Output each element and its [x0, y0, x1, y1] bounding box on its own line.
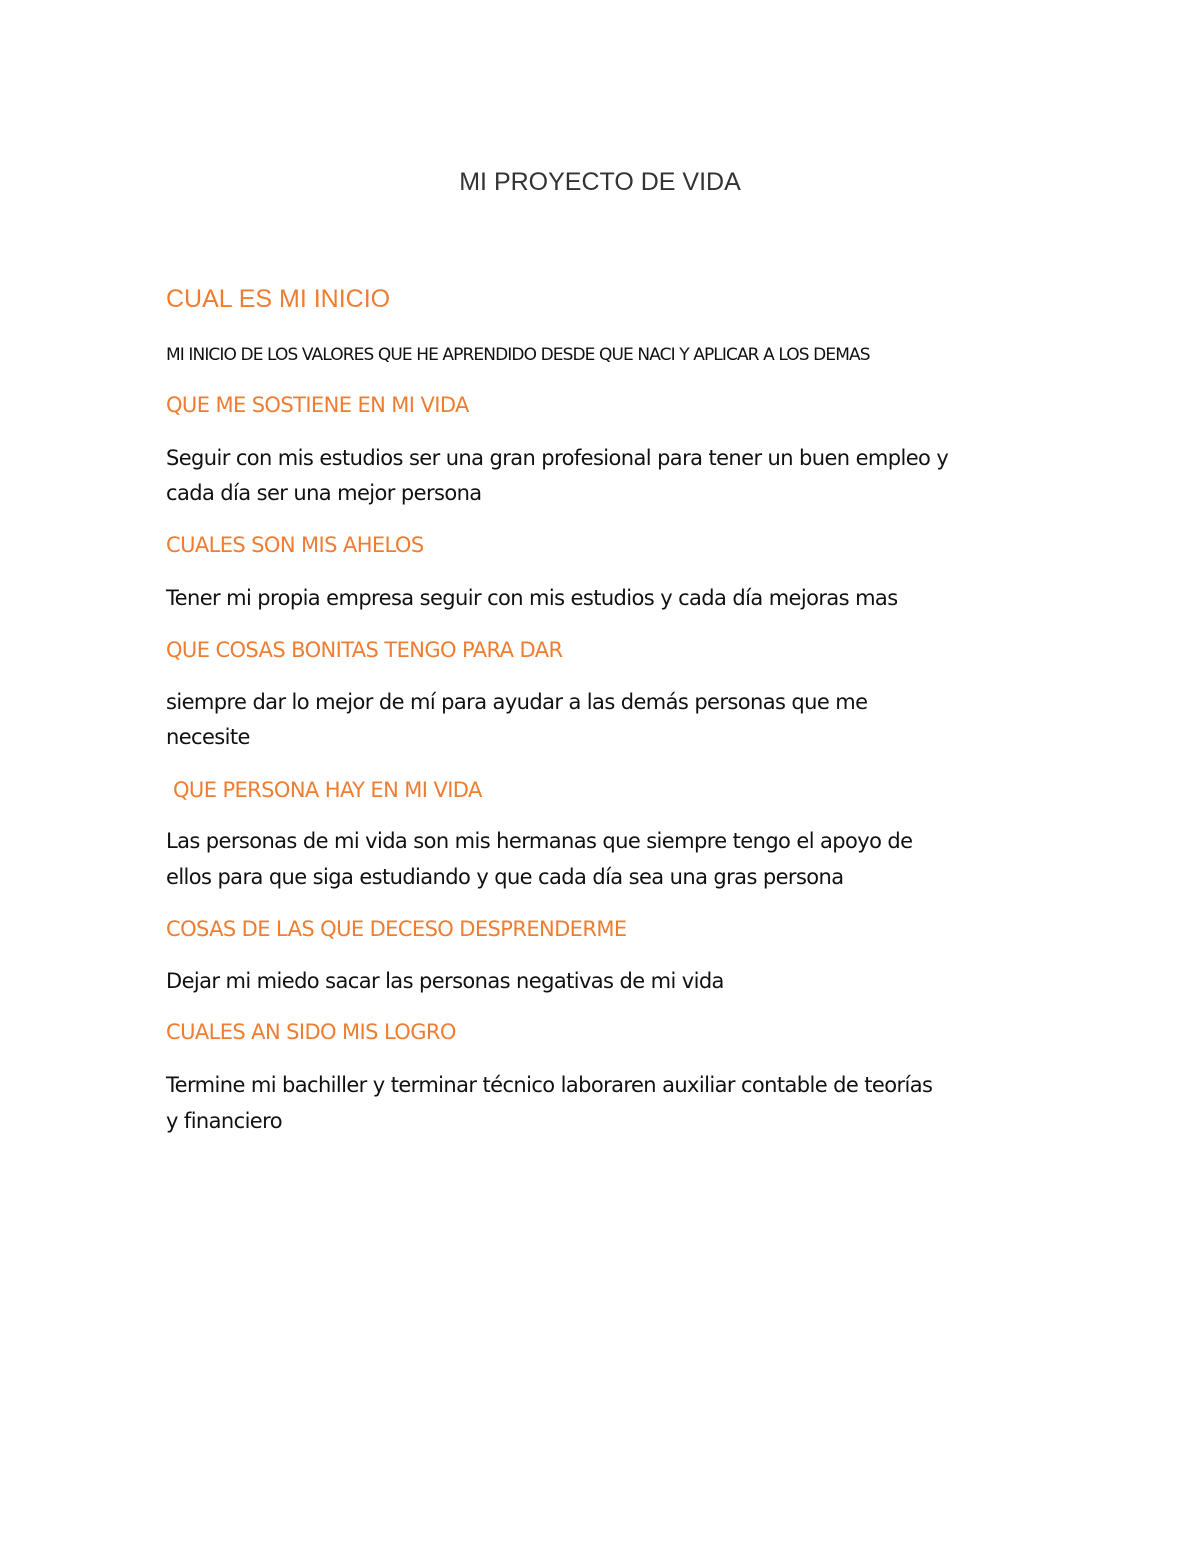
section-text-dar-line-1: siempre dar lo mejor de mí para ayudar a las demás personas que me — [166, 690, 868, 714]
section-text-inicio: MI INICIO DE LOS VALORES QUE HE APRENDIDO DESDE QUE NACI Y APLICAR A LOS DEMAS — [166, 345, 870, 365]
section-text-logro-line-2: y financiero — [166, 1109, 282, 1133]
section-heading-sostiene: QUE ME SOSTIENE EN MI VIDA — [166, 393, 469, 417]
page-title: MI PROYECTO DE VIDA — [459, 168, 741, 196]
section-heading-desprenderme: COSAS DE LAS QUE DECESO DESPRENDERME — [166, 917, 627, 941]
section-text-desprenderme: Dejar mi miedo sacar las personas negativas de mi vida — [166, 969, 724, 993]
section-heading-ahelos: CUALES SON MIS AHELOS — [166, 533, 424, 557]
section-heading-inicio: CUAL ES MI INICIO — [166, 285, 391, 313]
section-text-persona-line-2: ellos para que siga estudiando y que cada día sea una gras persona — [166, 865, 844, 889]
section-text-ahelos: Tener mi propia empresa seguir con mis estudios y cada día mejoras mas — [166, 586, 898, 610]
section-text-persona-line-1: Las personas de mi vida son mis hermanas que siempre tengo el apoyo de — [166, 829, 913, 853]
section-text-dar-line-2: necesite — [166, 725, 250, 749]
section-heading-persona: QUE PERSONA HAY EN MI VIDA — [173, 778, 482, 802]
section-text-logro-line-1: Termine mi bachiller y terminar técnico laboraren auxiliar contable de teorías — [166, 1073, 933, 1097]
section-text-sostiene-line-2: cada día ser una mejor persona — [166, 481, 482, 505]
section-heading-logro: CUALES AN SIDO MIS LOGRO — [166, 1020, 456, 1044]
section-text-sostiene-line-1: Seguir con mis estudios ser una gran profesional para tener un buen empleo y — [166, 446, 949, 470]
section-heading-dar: QUE COSAS BONITAS TENGO PARA DAR — [166, 638, 563, 662]
